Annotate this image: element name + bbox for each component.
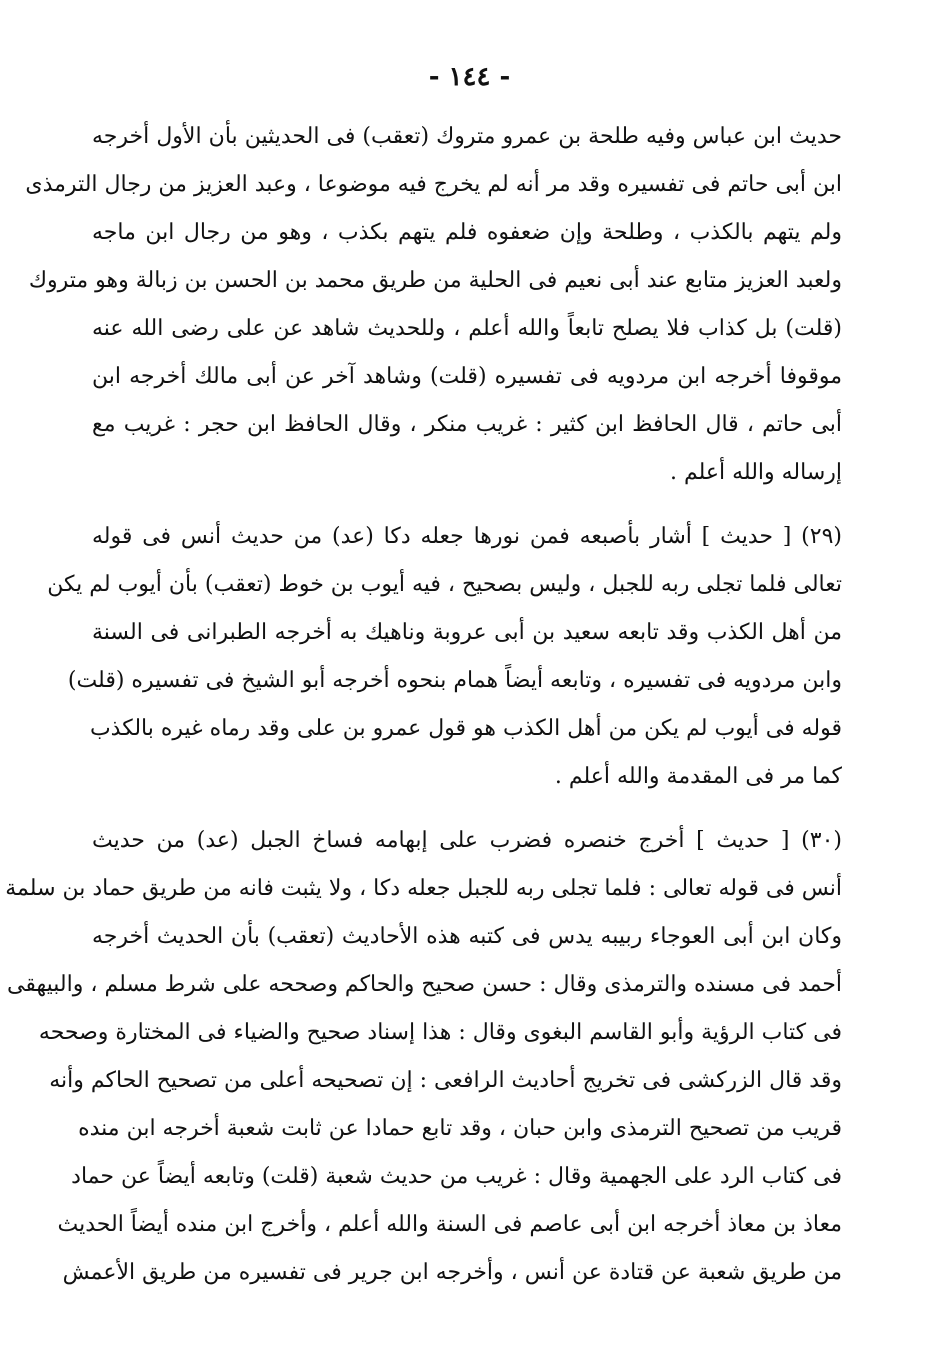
text-line: تعالى فلما تجلى ربه للجبل ، وليس بصحيح ، فيه أيوب بن خوط (تعقب) بأن أيوب لم يكن: [47, 572, 842, 597]
text-line: كما مر فى المقدمة والله أعلم .: [554, 764, 842, 789]
text-line: وقد قال الزركشى فى تخريج أحاديث الرافعى : إن تصحيحه أعلى من تصحيح الحاكم وأنه: [49, 1068, 842, 1093]
text-line: ابن أبى حاتم فى تفسيره وقد مر أنه لم يخرج فيه موضوعا ، وعبد العزيز من رجال الترمذى: [25, 172, 842, 197]
text-line: قريب من تصحيح الترمذى وابن حبان ، وقد تابع حمادا عن ثابت شعبة أخرجه ابن منده: [78, 1116, 842, 1141]
text-line: قوله فى أيوب لم يكن من أهل الكذب هو قول عمرو بن على وقد رماه غيره بالكذب: [89, 716, 842, 741]
text-line: ولعبد العزيز متابع عند أبى نعيم فى الحلية من طريق محمد بن الحسن بن زبالة وهو متروك: [28, 268, 842, 293]
text-line: (٢٩) [ حديث ] أشار بأصبعه فمن نورها جعله دكا (عد) من حديث أنس فى قوله: [92, 524, 842, 549]
text-line: (٣٠) [ حديث ] أخرج خنصره فضرب على إبهامه فساخ الجبل (عد) من حديث: [92, 828, 842, 853]
text-line: معاذ بن معاذ أخرجه ابن أبى عاصم فى السنة والله أعلم ، وأخرج ابن منده أيضاً الحديث: [57, 1212, 842, 1237]
text-line: إرساله والله أعلم .: [669, 460, 842, 485]
text-line: فى كتاب الرد على الجهمية وقال : غريب من حديث شعبة (قلت) وتابعه أيضاً عن حماد: [71, 1164, 842, 1189]
text-line: أحمد فى مسنده والترمذى وقال : حسن صحيح والحاكم وصححه على شرط مسلم ، والبيهقى: [7, 972, 842, 997]
text-line: من أهل الكذب وقد تابعه سعيد بن أبى عروبة وناهيك به أخرجه الطبرانى فى السنة: [92, 620, 842, 645]
paragraph-1: [25, 113, 842, 497]
text-line: أبى حاتم ، قال الحافظ ابن كثير : غريب منكر ، وقال الحافظ ابن حجر : غريب مع: [92, 412, 842, 437]
text-line: وابن مردويه فى تفسيره ، وتابعه أيضاً همام بنحوه أخرجه أبو الشيخ فى تفسيره (قلت): [67, 668, 842, 693]
text-line: فى كتاب الرؤية وأبو القاسم البغوى وقال : هذا إسناد صحيح والضياء فى المختارة وصححه: [38, 1020, 842, 1045]
text-line: (قلت) بل كذاب فلا يصلح تابعاً والله أعلم ، وللحديث شاهد عن على رضى الله عنه: [92, 316, 842, 341]
paragraph-3: [5, 817, 842, 1297]
text-line: من طريق شعبة عن قتادة عن أنس ، وأخرجه ابن جرير فى تفسيره من طريق الأعمش: [62, 1260, 842, 1285]
text-line: ولم يتهم بالكذب ، وطلحة وإن ضعفوه فلم يتهم بكذب ، وهو من رجال ابن ماجه: [92, 220, 842, 245]
paragraph-2: [47, 513, 842, 801]
text-line: وكان ابن أبى العوجاء ربيبه يدس فى كتبه هذه الأحاديث (تعقب) بأن الحديث أخرجه: [92, 924, 842, 949]
page-number: - ١٤٤ -: [428, 62, 511, 92]
text-line: موقوفا أخرجه ابن مردويه فى تفسيره (قلت) وشاهد آخر عن أبى مالك أخرجه ابن: [92, 364, 842, 389]
text-line: أنس فى قوله تعالى : فلما تجلى ربه للجبل جعله دكا ، ولا يثبت فانه من طريق حماد بن سلمة: [5, 876, 842, 901]
text-line: حديث ابن عباس وفيه طلحة بن عمرو متروك (تعقب) فى الحديثين بأن الأول أخرجه: [92, 124, 842, 149]
